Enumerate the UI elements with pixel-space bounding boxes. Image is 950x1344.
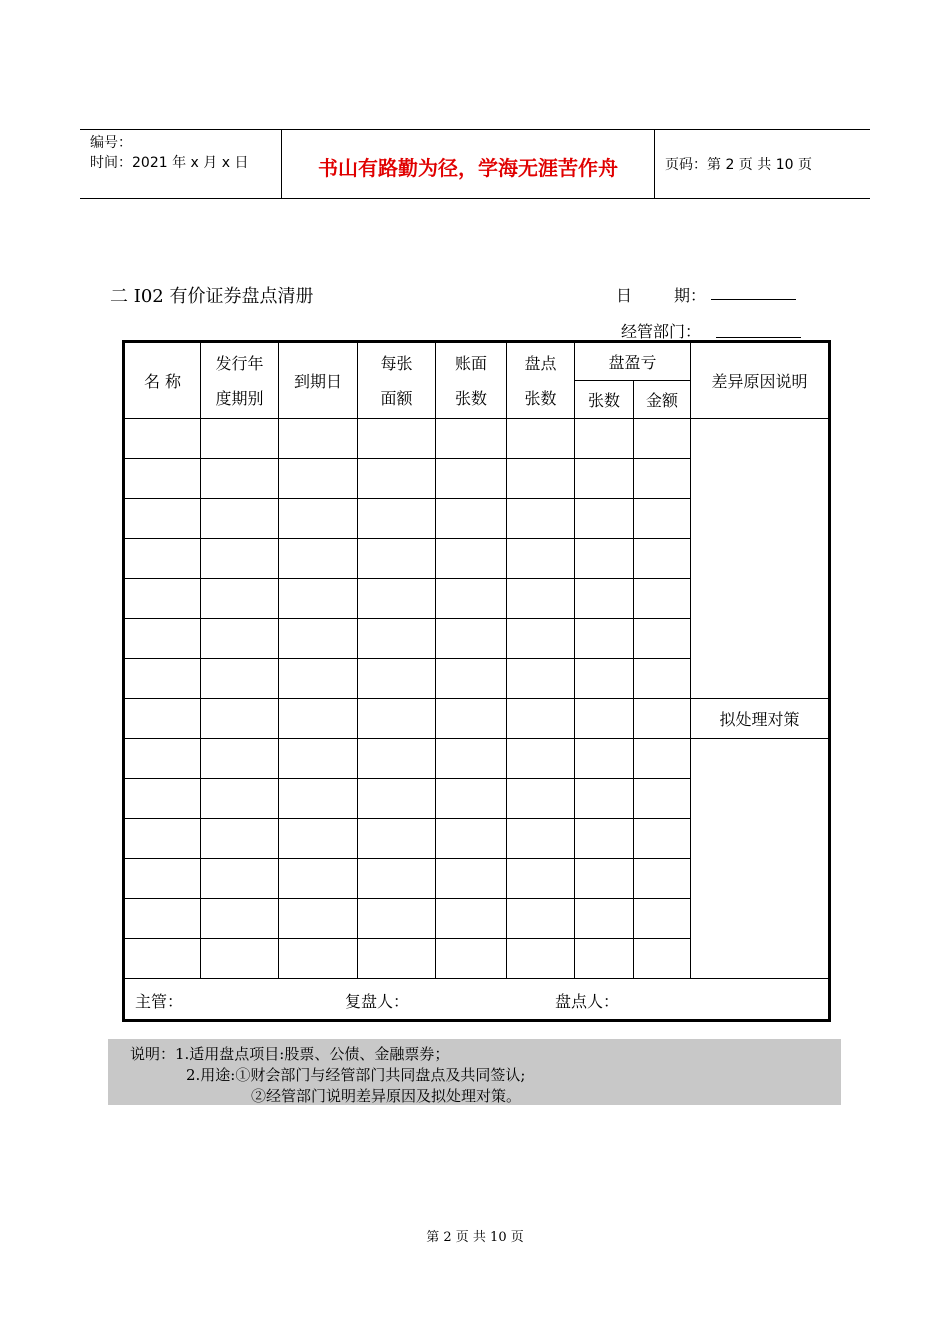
table-cell[interactable] xyxy=(436,499,507,539)
header-issue-period: 发行年 度期别 xyxy=(201,342,279,419)
table-cell[interactable] xyxy=(436,459,507,499)
table-cell[interactable] xyxy=(634,859,691,899)
table-row xyxy=(124,419,830,459)
table-cell[interactable] xyxy=(201,419,279,459)
table-cell[interactable] xyxy=(358,539,436,579)
table-cell[interactable] xyxy=(575,459,634,499)
document-time-label: 时间：2021 年 x 月 x 日 xyxy=(90,155,249,171)
header-due-date: 到期日 xyxy=(279,342,358,419)
header-difference-reason: 差异原因说明 xyxy=(691,342,830,419)
table-cell[interactable] xyxy=(358,699,436,739)
table-cell[interactable] xyxy=(124,779,201,819)
table-cell[interactable] xyxy=(634,939,691,979)
department-input-line[interactable] xyxy=(716,337,801,338)
table-cell[interactable] xyxy=(575,499,634,539)
table-cell[interactable] xyxy=(436,539,507,579)
table-cell[interactable] xyxy=(358,659,436,699)
table-cell[interactable] xyxy=(436,859,507,899)
table-cell[interactable] xyxy=(575,699,634,739)
header-meta-cell xyxy=(80,130,282,198)
rechecker-label: 复盘人： xyxy=(345,992,410,1011)
header-motto: 书山有路勤为径，学海无涯苦作舟 xyxy=(318,156,618,180)
signature-row xyxy=(124,979,830,1021)
table-cell[interactable] xyxy=(201,539,279,579)
table-cell[interactable] xyxy=(575,619,634,659)
table-cell[interactable] xyxy=(279,739,358,779)
table-cell[interactable] xyxy=(358,499,436,539)
table-cell[interactable] xyxy=(124,939,201,979)
table-cell[interactable] xyxy=(634,539,691,579)
table-cell[interactable] xyxy=(279,419,358,459)
header-page-info: 页码：第 2 页 共 10 页 xyxy=(665,157,812,173)
document-number-label: 编号： xyxy=(90,135,132,151)
table-cell[interactable] xyxy=(279,819,358,859)
table-cell[interactable] xyxy=(436,699,507,739)
table-cell[interactable] xyxy=(634,899,691,939)
table-cell[interactable] xyxy=(436,779,507,819)
header-proposed-measures: 拟处理对策 xyxy=(691,699,830,739)
table-cell[interactable] xyxy=(507,899,575,939)
table-cell[interactable] xyxy=(201,659,279,699)
page-footer-text: 第 2 页 共 10 页 xyxy=(426,1230,524,1245)
department-label: 经管部门： xyxy=(621,322,702,341)
table-cell[interactable] xyxy=(358,619,436,659)
table-cell[interactable] xyxy=(201,779,279,819)
table-cell[interactable] xyxy=(279,659,358,699)
table-cell[interactable] xyxy=(436,659,507,699)
instructions-box xyxy=(108,1039,841,1105)
table-cell[interactable] xyxy=(124,699,201,739)
date-label-day: 日 xyxy=(616,286,633,305)
table-cell[interactable] xyxy=(575,939,634,979)
table-cell[interactable] xyxy=(124,579,201,619)
table-cell[interactable] xyxy=(358,779,436,819)
table-cell[interactable] xyxy=(279,459,358,499)
header-page-cell xyxy=(655,130,870,198)
table-cell[interactable] xyxy=(279,939,358,979)
table-cell[interactable] xyxy=(575,579,634,619)
table-cell[interactable] xyxy=(436,419,507,459)
table-cell[interactable] xyxy=(634,419,691,459)
table-cell[interactable] xyxy=(575,659,634,699)
table-cell[interactable] xyxy=(507,459,575,499)
table-cell[interactable] xyxy=(507,739,575,779)
table-cell[interactable] xyxy=(124,659,201,699)
table-cell[interactable] xyxy=(279,779,358,819)
table-cell[interactable] xyxy=(507,939,575,979)
instruction-line-1: 说明：1.适用盘点项目:股票、公债、金融票券； xyxy=(130,1045,450,1063)
table-cell[interactable] xyxy=(279,859,358,899)
header-name: 名 称 xyxy=(124,342,201,419)
table-cell[interactable] xyxy=(507,819,575,859)
header-motto-cell xyxy=(282,130,655,198)
table-cell[interactable] xyxy=(279,499,358,539)
table-cell[interactable] xyxy=(279,619,358,659)
table-cell[interactable] xyxy=(507,499,575,539)
table-cell[interactable] xyxy=(201,859,279,899)
date-input-line[interactable] xyxy=(711,299,796,300)
table-cell[interactable] xyxy=(634,779,691,819)
table-cell[interactable] xyxy=(507,619,575,659)
document-header xyxy=(80,129,870,199)
table-cell[interactable] xyxy=(124,539,201,579)
table-cell[interactable] xyxy=(634,819,691,859)
form-title: 二 I02 有价证券盘点清册 xyxy=(110,286,314,307)
table-cell[interactable] xyxy=(201,499,279,539)
table-cell[interactable] xyxy=(124,499,201,539)
table-cell[interactable] xyxy=(634,699,691,739)
table-cell[interactable] xyxy=(358,939,436,979)
table-cell[interactable] xyxy=(507,859,575,899)
table-cell[interactable] xyxy=(507,579,575,619)
difference-reason-area[interactable] xyxy=(691,419,830,699)
table-cell[interactable] xyxy=(436,739,507,779)
table-cell[interactable] xyxy=(358,579,436,619)
table-cell[interactable] xyxy=(575,779,634,819)
header-diff-qty: 张数 xyxy=(575,381,634,419)
table-cell[interactable] xyxy=(575,739,634,779)
supervisor-label: 主管： xyxy=(135,992,184,1011)
table-cell[interactable] xyxy=(201,899,279,939)
table-cell[interactable] xyxy=(634,619,691,659)
page-footer xyxy=(0,1226,950,1245)
table-cell[interactable] xyxy=(575,539,634,579)
header-surplus-deficit: 盘盈亏 xyxy=(575,342,691,381)
table-cell[interactable] xyxy=(575,859,634,899)
table-cell[interactable] xyxy=(634,659,691,699)
securities-inventory-table xyxy=(122,340,831,1022)
table-cell[interactable] xyxy=(358,459,436,499)
table-cell[interactable] xyxy=(201,459,279,499)
table-cell[interactable] xyxy=(575,819,634,859)
header-book-qty: 账面 张数 xyxy=(436,342,507,419)
table-cell[interactable] xyxy=(634,739,691,779)
counter-label: 盘点人： xyxy=(555,992,620,1011)
table-cell[interactable] xyxy=(279,699,358,739)
table-cell[interactable] xyxy=(124,819,201,859)
table-cell[interactable] xyxy=(201,819,279,859)
table-cell[interactable] xyxy=(124,619,201,659)
header-count-qty: 盘点 张数 xyxy=(507,342,575,419)
table-cell[interactable] xyxy=(507,419,575,459)
table-cell[interactable] xyxy=(358,739,436,779)
table-cell[interactable] xyxy=(124,899,201,939)
table-row xyxy=(124,739,830,779)
header-face-value: 每张 面额 xyxy=(358,342,436,419)
table-cell[interactable] xyxy=(201,739,279,779)
table-cell[interactable] xyxy=(634,499,691,539)
table-cell[interactable] xyxy=(124,859,201,899)
table-cell[interactable] xyxy=(124,459,201,499)
table-cell[interactable] xyxy=(575,899,634,939)
header-diff-amount: 金额 xyxy=(634,381,691,419)
table-cell[interactable] xyxy=(358,419,436,459)
table-cell[interactable] xyxy=(201,579,279,619)
instruction-line-2: 2.用途:①财会部门与经管部门共同盘点及共同签认; xyxy=(186,1066,526,1084)
signature-cell xyxy=(124,979,830,1021)
instruction-line-3: ②经管部门说明差异原因及拟处理对策。 xyxy=(251,1087,522,1105)
table-cell[interactable] xyxy=(358,859,436,899)
table-cell[interactable] xyxy=(436,619,507,659)
table-cell[interactable] xyxy=(436,819,507,859)
table-cell[interactable] xyxy=(201,939,279,979)
table-cell[interactable] xyxy=(358,899,436,939)
table-cell[interactable] xyxy=(124,419,201,459)
table-cell[interactable] xyxy=(124,739,201,779)
table-cell[interactable] xyxy=(507,779,575,819)
table-cell[interactable] xyxy=(507,659,575,699)
table-cell[interactable] xyxy=(575,419,634,459)
table-cell[interactable] xyxy=(507,699,575,739)
table-cell[interactable] xyxy=(436,899,507,939)
table-cell[interactable] xyxy=(279,579,358,619)
table-cell[interactable] xyxy=(201,619,279,659)
date-label-period: 期： xyxy=(674,286,707,305)
table-cell[interactable] xyxy=(436,579,507,619)
table-cell[interactable] xyxy=(279,899,358,939)
table-cell[interactable] xyxy=(436,939,507,979)
table-row xyxy=(124,699,830,739)
table-cell[interactable] xyxy=(358,819,436,859)
table-cell[interactable] xyxy=(634,579,691,619)
proposed-measures-area[interactable] xyxy=(691,739,830,979)
table-cell[interactable] xyxy=(201,699,279,739)
table-cell[interactable] xyxy=(279,539,358,579)
table-cell[interactable] xyxy=(507,539,575,579)
table-cell[interactable] xyxy=(634,459,691,499)
